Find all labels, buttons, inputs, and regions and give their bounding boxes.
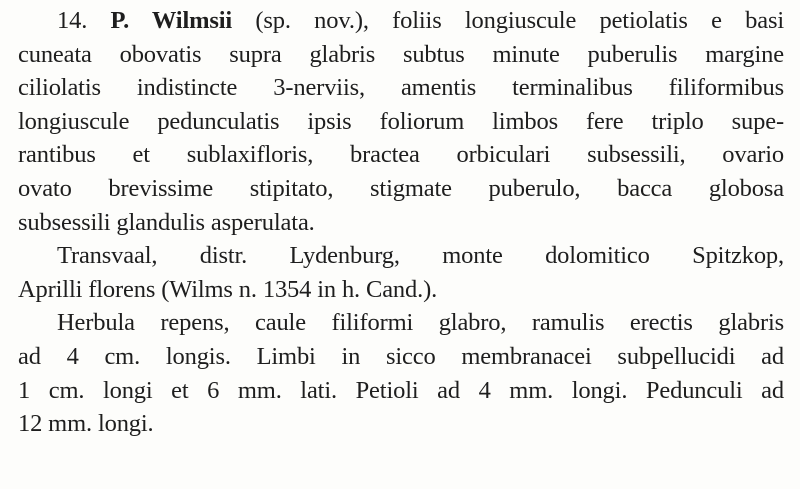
species-name: P. Wilmsii	[110, 7, 233, 34]
species-heading-line	[18, 4, 784, 38]
diagnosis-line-4: longiuscule pedunculatis ipsis foliorum limbos fere triplo supe-	[18, 107, 784, 135]
diagnosis-line-2: cuneata obovatis supra glabris subtus minute puberulis margine	[18, 40, 784, 68]
diagnosis-line-6: ovato brevissime stipitato, stigmate puberulo, bacca globosa	[18, 174, 784, 202]
description-line-4: 12 mm. longi.	[18, 410, 154, 438]
diagnosis-line-1: (sp. nov.), foliis longiuscule petiolatis e basi	[232, 7, 784, 34]
diagnosis-line-7: subsessili glandulis asperulata.	[18, 208, 315, 236]
locality-line-2: Aprilli florens (Wilms n. 1354 in h. Cand.).	[18, 275, 438, 303]
species-text-block	[18, 4, 784, 441]
description-line-1: Herbula repens, caule filiformi glabro, ramulis erectis glabris	[57, 309, 784, 337]
locality-line-1: Transvaal, distr. Lydenburg, monte dolomitico Spitzkop,	[57, 242, 784, 270]
description-line-2: ad 4 cm. longis. Limbi in sicco membranacei subpellucidi ad	[18, 342, 784, 370]
species-number: 14.	[57, 7, 88, 34]
diagnosis-line-3: ciliolatis indistincte 3-nerviis, amentis terminalibus filiformibus	[18, 74, 784, 102]
description-line-3: 1 cm. longi et 6 mm. lati. Petioli ad 4 mm. longi. Pedunculi ad	[18, 376, 784, 404]
diagnosis-line-5: rantibus et sublaxifloris, bractea orbiculari subsessili, ovario	[18, 141, 784, 169]
